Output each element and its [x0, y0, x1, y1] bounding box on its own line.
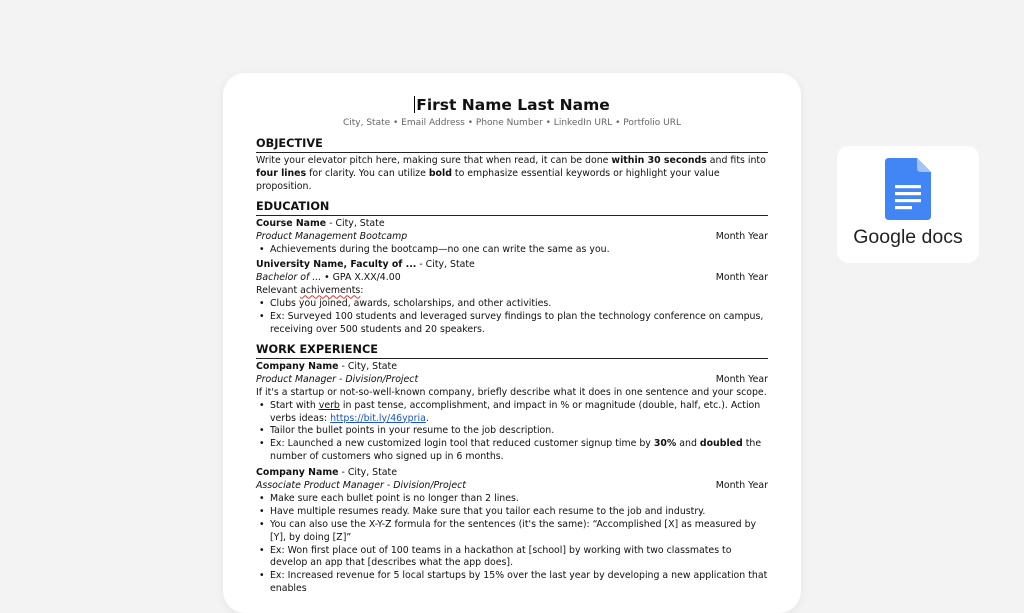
google-docs-label: Google docs: [853, 226, 963, 248]
list-item: • Make sure each bullet point is no longer than 2 lines.: [256, 493, 768, 506]
degree: Bachelor of ...: [256, 272, 322, 284]
company-name: Company Name: [256, 467, 339, 479]
education-heading: EDUCATION: [256, 200, 768, 216]
work-entry: [256, 361, 768, 464]
work-entry: [256, 467, 768, 596]
university-date: Month Year: [715, 272, 768, 284]
job-date: Month Year: [715, 480, 768, 492]
list-item: • Achievements during the bootcamp—no one can write the same as you.: [256, 244, 768, 257]
company-location: - City, State: [338, 360, 397, 372]
work-experience-heading: WORK EXPERIENCE: [256, 343, 768, 359]
list-item: • Ex: Increased revenue for 5 local startups by 15% over the last year by developing a new application that enables: [256, 570, 768, 596]
list-item: • Ex: Won first place out of 100 teams in a hackathon at [school] by working with two classmates to develop an app that [describes what the app does].: [256, 545, 768, 571]
course-program: Product Management Bootcamp: [256, 230, 408, 242]
list-item: • Start with verb in past tense, accomplishment, and impact in % or magnitude (double, half, etc.). Action verbs ideas: https://bit.ly/46ypria.: [256, 400, 768, 426]
list-item: • Clubs you joined, awards, scholarships, and other activities.: [256, 298, 768, 311]
education-entry: [256, 218, 768, 257]
university-name: University Name, Faculty of ...: [256, 259, 417, 271]
list-item: • You can also use the X-Y-Z formula for the sentences (it's the same): “Accomplished [X] as measured by [Y], by doing [Z]”: [256, 519, 768, 545]
google-docs-badge[interactable]: [837, 146, 979, 263]
job-date: Month Year: [715, 373, 768, 385]
misspelled-word[interactable]: achivements: [300, 285, 361, 297]
education-entry: [256, 259, 768, 336]
job-title: Product Manager - Division/Project: [256, 373, 419, 385]
course-location: - City, State: [326, 217, 385, 229]
list-item: • Ex: Surveyed 100 students and leveraged survey findings to plan the technology conference on campus, receiving over 500 students and 20 speakers.: [256, 311, 768, 337]
list-item: • Tailor the bullet points in your resume to the job description.: [256, 425, 768, 438]
course-date: Month Year: [715, 230, 768, 242]
company-location: - City, State: [338, 467, 397, 479]
document-preview: [223, 73, 801, 613]
gpa: • GPA X.XX/4.00: [321, 272, 401, 284]
contact-line: City, State • Email Address • Phone Number • LinkedIn URL • Portfolio URL: [342, 118, 682, 128]
job-title: Associate Product Manager - Division/Project: [256, 480, 466, 492]
company-description: If it's a startup or not-so-well-known company, briefly describe what it does in one sentence and your scope.: [256, 386, 767, 398]
action-verbs-link[interactable]: https://bit.ly/46ypria: [330, 412, 426, 424]
objective-text: Write your elevator pitch here, making sure that when read, it can be done within 30 seconds and fits into four lines for clarity. You can utilize bold to emphasize essential keywords or highlight your value proposition.: [256, 155, 766, 192]
resume-page: [256, 95, 768, 596]
objective-heading: OBJECTIVE: [256, 137, 768, 153]
list-item: • Have multiple resumes ready. Make sure that you tailor each resume to the job and industry.: [256, 506, 768, 519]
list-item: • Ex: Launched a new customized login tool that reduced customer signup time by 30% and doubled the number of customers who signed up in 6 months.: [256, 438, 768, 464]
google-docs-icon: [885, 158, 931, 220]
relevant-achievements-label: Relevant achivements:: [256, 285, 364, 297]
company-name: Company Name: [256, 360, 339, 372]
university-location: - City, State: [416, 259, 475, 271]
resume-name-text: First Name Last Name: [416, 96, 610, 114]
resume-name[interactable]: [256, 95, 768, 115]
course-name: Course Name: [256, 217, 327, 229]
